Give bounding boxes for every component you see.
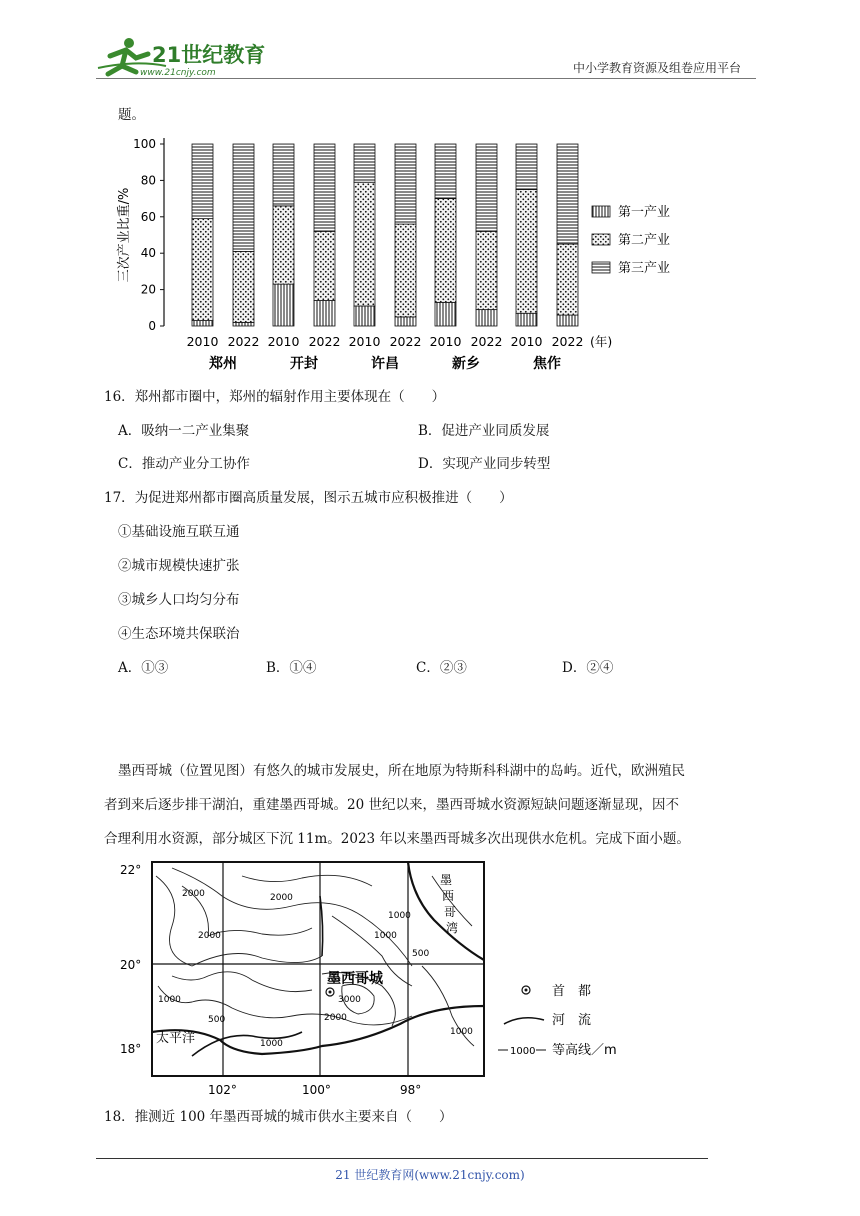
x-tick-label: 2022 (389, 334, 422, 349)
option-16-d[interactable]: D．实现产业同步转型 (418, 456, 551, 472)
y-tick-label: 0 (148, 319, 156, 333)
contour-label: 1000 (374, 931, 397, 941)
city-group-label: 开封 (290, 356, 318, 372)
question-17 (104, 487, 513, 509)
legend-label: 第二产业 (618, 233, 671, 248)
option-17-a[interactable]: A．①③ (118, 660, 169, 676)
x-tick-label: 2022 (227, 334, 260, 349)
bar-segment (233, 144, 254, 251)
mexico-city-topographic-map (112, 856, 652, 1098)
header-divider (96, 78, 756, 79)
bar-segment (273, 144, 294, 206)
bar-segment (192, 144, 213, 219)
lon-102: 102° (208, 1083, 237, 1097)
bar-segment (354, 144, 375, 182)
bar-segment (557, 144, 578, 244)
contour-label: 3000 (338, 995, 361, 1005)
question-18 (104, 1106, 453, 1128)
legend-river: 河 流 (552, 1013, 592, 1028)
contour-label: 2000 (198, 931, 221, 941)
city-group-label: 许昌 (371, 356, 399, 372)
bar-segment (314, 301, 335, 326)
bar-segment (314, 144, 335, 231)
legend-contour: 等高线／m (552, 1043, 617, 1058)
statement-4: ④生态环境共保联治 (118, 626, 240, 642)
gulf-char-1: 墨 (440, 873, 453, 887)
gulf-char-3: 哥 (444, 905, 457, 919)
lat-22: 22° (120, 863, 142, 877)
question-16 (104, 386, 445, 408)
bar-segment (516, 313, 537, 326)
legend-contour-sample: 1000 (510, 1046, 536, 1057)
bar-segment (476, 231, 497, 309)
statement-2: ②城市规模快速扩张 (118, 558, 240, 574)
contour-label: 2000 (270, 893, 293, 903)
legend-label: 第三产业 (618, 261, 671, 276)
legend-swatch (592, 206, 610, 217)
logo-text: 21世纪教育 (152, 43, 266, 67)
x-tick-label: 2022 (308, 334, 341, 349)
contour-label: 1000 (260, 1039, 283, 1049)
ocean-label: 太平洋 (156, 1031, 196, 1046)
river-legend-icon (504, 1018, 544, 1024)
bar-segment (516, 144, 537, 190)
site-logo (96, 36, 266, 78)
x-tick-label: 2022 (551, 334, 584, 349)
bar-segment (435, 144, 456, 199)
contour-label: 500 (412, 949, 430, 959)
passage-line-3: 合理利用水资源，部分城区下沉 11m。2023 年以来墨西哥城多次出现供水危机。完成下面小题。 (104, 831, 690, 847)
question-number: 18． (104, 1109, 135, 1125)
footer-divider (96, 1158, 708, 1159)
x-tick-label: 2022 (470, 334, 503, 349)
x-tick-label: 2010 (267, 334, 300, 349)
city-group-label: 郑州 (209, 356, 237, 372)
contour-label: 1000 (450, 1027, 473, 1037)
bar-segment (192, 321, 213, 326)
bar-segment (354, 182, 375, 306)
bar-segment (233, 322, 254, 326)
gulf-char-2: 西 (442, 889, 455, 903)
y-tick-label: 80 (140, 173, 156, 188)
contour-label: 1000 (388, 911, 411, 921)
lon-100: 100° (302, 1083, 331, 1097)
lon-98: 98° (400, 1083, 422, 1097)
x-tick-label: 2010 (348, 334, 381, 349)
lead-fragment: 题。 (118, 107, 145, 123)
legend-capital: 首 都 (552, 984, 592, 999)
bar-segment (233, 251, 254, 322)
bar-segment (314, 231, 335, 300)
bar-segment (557, 315, 578, 326)
bar-segment (435, 199, 456, 303)
option-16-b[interactable]: B．促进产业同质发展 (418, 423, 550, 439)
option-17-b[interactable]: B．①④ (266, 660, 317, 676)
bar-segment (557, 244, 578, 315)
y-tick-label: 20 (140, 282, 156, 297)
x-axis-unit: (年) (590, 334, 613, 349)
option-16-c[interactable]: C．推动产业分工协作 (118, 456, 250, 472)
footer-source[interactable]: 21 世纪教育网(www.21cnjy.com) (335, 1168, 525, 1182)
y-tick-label: 100 (133, 137, 156, 151)
statement-1: ①基础设施互联互通 (118, 524, 240, 540)
header-platform-name: 中小学教育资源及组卷应用平台 (573, 61, 742, 75)
lat-18: 18° (120, 1042, 142, 1056)
bar-segment (476, 310, 497, 326)
bar-segment (273, 206, 294, 284)
option-17-c[interactable]: C．②③ (416, 660, 467, 676)
legend-swatch (592, 234, 610, 245)
bar-segment (354, 306, 375, 326)
bar-segment (395, 317, 416, 326)
contour-label: 2000 (324, 1013, 347, 1023)
passage-line-1: 墨西哥城（位置见图）有悠久的城市发展史，所在地原为特斯科科湖中的岛屿。近代，欧洲殖民 (118, 763, 685, 779)
contour-label: 1000 (158, 995, 181, 1005)
x-tick-label: 2010 (186, 334, 219, 349)
option-16-a[interactable]: A．吸纳一二产业集聚 (118, 423, 250, 439)
runner-logo-icon (96, 36, 266, 78)
bar-segment (395, 144, 416, 224)
bar-segment (273, 284, 294, 326)
contour-label: 500 (208, 1015, 226, 1025)
question-stem: 为促进郑州都市圈高质量发展，图示五城市应积极推进（ ） (134, 490, 513, 506)
contour-label: 2000 (182, 889, 205, 899)
gulf-char-4: 湾 (446, 921, 459, 935)
legend-label: 第一产业 (618, 205, 671, 220)
bar-segment (476, 144, 497, 231)
option-17-d[interactable]: D．②④ (562, 660, 614, 676)
lat-20: 20° (120, 958, 142, 972)
map-legend (498, 983, 617, 1058)
logo-url: www.21cnjy.com (140, 68, 216, 78)
question-number: 17． (104, 490, 135, 506)
question-number: 16． (104, 389, 135, 405)
bar-segment (395, 224, 416, 317)
y-tick-label: 40 (140, 246, 156, 261)
question-stem: 推测近 100 年墨西哥城的城市供水主要来自（ ） (134, 1109, 453, 1125)
x-tick-label: 2010 (429, 334, 462, 349)
industry-structure-chart (112, 128, 671, 378)
passage-line-2: 者到来后逐步排干湖泊，重建墨西哥城。20 世纪以来，墨西哥城水资源短缺问题逐渐显现，因不 (104, 797, 679, 813)
city-group-label: 新乡 (452, 356, 480, 372)
bar-segment (516, 190, 537, 314)
bar-segment (435, 302, 456, 326)
y-axis-title: 三次产业比重/% (117, 187, 132, 283)
legend-swatch (592, 262, 610, 273)
y-tick-label: 60 (140, 209, 156, 224)
statement-3: ③城乡人口均匀分布 (118, 592, 240, 608)
question-stem: 郑州都市圈中，郑州的辐射作用主要体现在（ ） (134, 389, 446, 405)
city-group-label: 焦作 (533, 356, 561, 372)
city-label: 墨西哥城 (327, 971, 383, 987)
bar-segment (192, 219, 213, 321)
x-tick-label: 2010 (510, 334, 543, 349)
